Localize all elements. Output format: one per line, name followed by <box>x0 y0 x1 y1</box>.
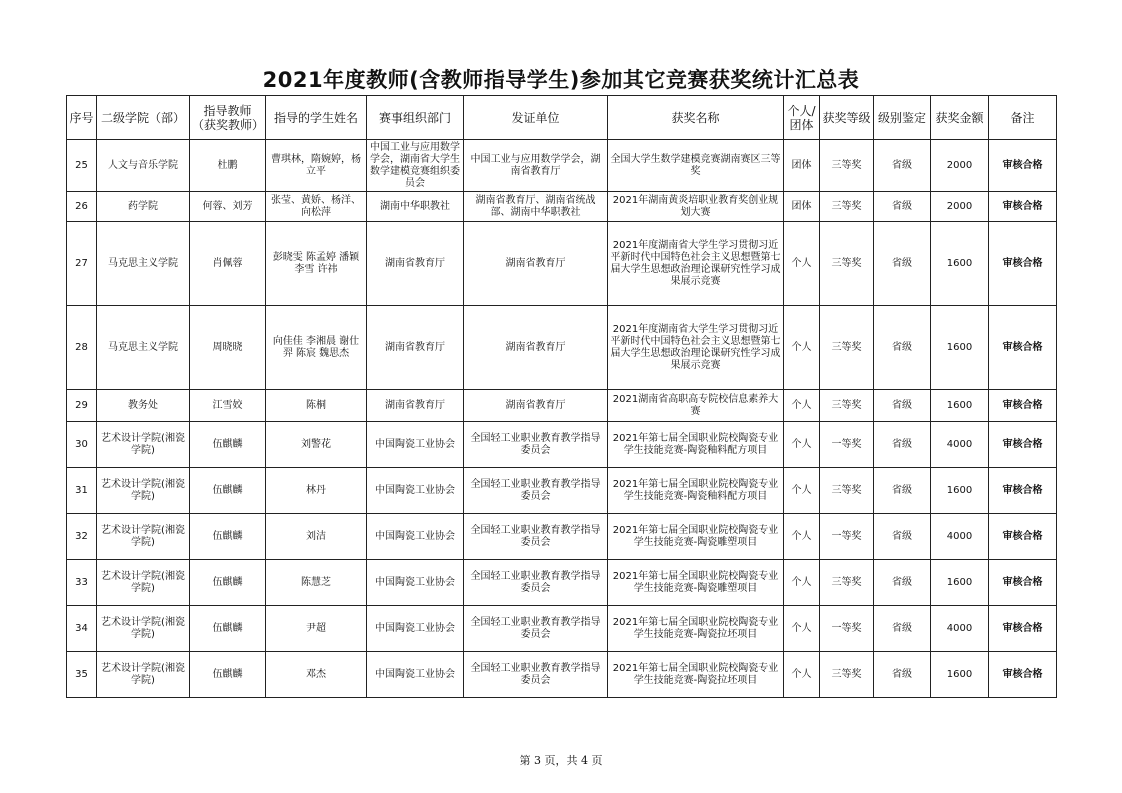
award-grade-cell: 三等奖 <box>820 652 874 698</box>
page-footer: 第 3 页，共 4 页 <box>519 754 603 767</box>
students-cell: 向佳佳 李湘晨 谢仕羿 陈宸 魏思杰 <box>266 306 367 390</box>
college-cell: 艺术设计学院(湘瓷学院) <box>97 560 190 606</box>
teacher-cell: 伍麒麟 <box>190 652 266 698</box>
table-header-row <box>67 96 1057 140</box>
teacher-cell: 伍麒麟 <box>190 468 266 514</box>
row-number: 28 <box>67 306 97 390</box>
organizer-cell: 中国陶瓷工业协会 <box>367 468 464 514</box>
award-grade-cell: 一等奖 <box>820 606 874 652</box>
table-row <box>67 560 1057 606</box>
amount-cell: 1600 <box>931 390 989 422</box>
header-issuer: 发证单位 <box>464 96 608 140</box>
table-row <box>67 468 1057 514</box>
table-body <box>67 140 1057 698</box>
organizer-cell: 湖南省教育厅 <box>367 306 464 390</box>
college-cell: 教务处 <box>97 390 190 422</box>
level-cell: 省级 <box>874 468 931 514</box>
table-row <box>67 606 1057 652</box>
issuer-cell: 湖南省教育厅 <box>464 390 608 422</box>
college-cell: 艺术设计学院(湘瓷学院) <box>97 514 190 560</box>
award-name-cell: 2021年第七届全国职业院校陶瓷专业学生技能竞赛-陶瓷拉坯项目 <box>608 652 784 698</box>
college-cell: 马克思主义学院 <box>97 306 190 390</box>
students-cell: 彭晓雯 陈孟婷 潘颖 李雪 许祎 <box>266 222 367 306</box>
award-name-cell: 2021年度湖南省大学生学习贯彻习近平新时代中国特色社会主义思想暨第七届大学生思想政治理论课研究性学习成果展示竞赛 <box>608 222 784 306</box>
participant-type-cell: 个人 <box>784 468 820 514</box>
students-cell: 曹琪林，隋婉婷，杨立平 <box>266 140 367 192</box>
issuer-cell: 湖南省教育厅、湖南省统战部、湖南中华职教社 <box>464 192 608 222</box>
participant-type-cell: 个人 <box>784 222 820 306</box>
header-college: 二级学院（部） <box>97 96 190 140</box>
row-number: 34 <box>67 606 97 652</box>
table-row <box>67 306 1057 390</box>
award-name-cell: 2021年湖南黄炎培职业教育奖创业规划大赛 <box>608 192 784 222</box>
remark-cell: 审核合格 <box>989 468 1057 514</box>
teacher-cell: 杜鹏 <box>190 140 266 192</box>
students-cell: 邓杰 <box>266 652 367 698</box>
amount-cell: 4000 <box>931 606 989 652</box>
teacher-cell: 何蓉、刘芳 <box>190 192 266 222</box>
award-grade-cell: 三等奖 <box>820 222 874 306</box>
level-cell: 省级 <box>874 606 931 652</box>
award-grade-cell: 三等奖 <box>820 468 874 514</box>
teacher-cell: 伍麒麟 <box>190 422 266 468</box>
level-cell: 省级 <box>874 306 931 390</box>
organizer-cell: 中国陶瓷工业协会 <box>367 560 464 606</box>
award-grade-cell: 一等奖 <box>820 422 874 468</box>
table-row <box>67 390 1057 422</box>
table-row <box>67 652 1057 698</box>
students-cell: 尹超 <box>266 606 367 652</box>
header-grade: 获奖等级 <box>820 96 874 140</box>
remark-cell: 审核合格 <box>989 140 1057 192</box>
award-grade-cell: 三等奖 <box>820 390 874 422</box>
college-cell: 人文与音乐学院 <box>97 140 190 192</box>
college-cell: 艺术设计学院(湘瓷学院) <box>97 468 190 514</box>
row-number: 35 <box>67 652 97 698</box>
issuer-cell: 全国轻工业职业教育教学指导委员会 <box>464 606 608 652</box>
remark-cell: 审核合格 <box>989 390 1057 422</box>
participant-type-cell: 团体 <box>784 192 820 222</box>
students-cell: 刘警花 <box>266 422 367 468</box>
row-number: 33 <box>67 560 97 606</box>
row-number: 30 <box>67 422 97 468</box>
organizer-cell: 中国工业与应用数学学会，湖南省大学生数学建模竞赛组织委员会 <box>367 140 464 192</box>
table-row <box>67 514 1057 560</box>
award-name-cell: 2021湖南省高职高专院校信息素养大赛 <box>608 390 784 422</box>
page-title: 2021年度教师(含教师指导学生)参加其它竞赛获奖统计汇总表 <box>262 68 860 92</box>
header-students: 指导的学生姓名 <box>266 96 367 140</box>
participant-type-cell: 个人 <box>784 306 820 390</box>
issuer-cell: 湖南省教育厅 <box>464 306 608 390</box>
table-row <box>67 422 1057 468</box>
organizer-cell: 中国陶瓷工业协会 <box>367 422 464 468</box>
organizer-cell: 湖南省教育厅 <box>367 390 464 422</box>
issuer-cell: 中国工业与应用数学学会，湖南省教育厅 <box>464 140 608 192</box>
participant-type-cell: 个人 <box>784 652 820 698</box>
amount-cell: 2000 <box>931 192 989 222</box>
amount-cell: 1600 <box>931 306 989 390</box>
participant-type-cell: 个人 <box>784 514 820 560</box>
remark-cell: 审核合格 <box>989 514 1057 560</box>
table-row <box>67 192 1057 222</box>
amount-cell: 1600 <box>931 222 989 306</box>
issuer-cell: 全国轻工业职业教育教学指导委员会 <box>464 468 608 514</box>
amount-cell: 1600 <box>931 560 989 606</box>
teacher-cell: 伍麒麟 <box>190 560 266 606</box>
row-number: 31 <box>67 468 97 514</box>
remark-cell: 审核合格 <box>989 560 1057 606</box>
college-cell: 药学院 <box>97 192 190 222</box>
table-row <box>67 140 1057 192</box>
header-organizer: 赛事组织部门 <box>367 96 464 140</box>
college-cell: 马克思主义学院 <box>97 222 190 306</box>
organizer-cell: 湖南中华职教社 <box>367 192 464 222</box>
level-cell: 省级 <box>874 390 931 422</box>
amount-cell: 4000 <box>931 514 989 560</box>
row-number: 27 <box>67 222 97 306</box>
level-cell: 省级 <box>874 140 931 192</box>
issuer-cell: 全国轻工业职业教育教学指导委员会 <box>464 422 608 468</box>
award-grade-cell: 三等奖 <box>820 140 874 192</box>
college-cell: 艺术设计学院(湘瓷学院) <box>97 422 190 468</box>
award-grade-cell: 三等奖 <box>820 192 874 222</box>
remark-cell: 审核合格 <box>989 222 1057 306</box>
award-name-cell: 2021年第七届全国职业院校陶瓷专业学生技能竞赛-陶瓷雕塑项目 <box>608 560 784 606</box>
remark-cell: 审核合格 <box>989 192 1057 222</box>
issuer-cell: 湖南省教育厅 <box>464 222 608 306</box>
college-cell: 艺术设计学院(湘瓷学院) <box>97 606 190 652</box>
level-cell: 省级 <box>874 514 931 560</box>
college-cell: 艺术设计学院(湘瓷学院) <box>97 652 190 698</box>
award-grade-cell: 三等奖 <box>820 306 874 390</box>
header-teacher: 指导教师（获奖教师） <box>190 96 266 140</box>
header-type: 个人/团体 <box>784 96 820 140</box>
teacher-cell: 周晓晓 <box>190 306 266 390</box>
award-grade-cell: 一等奖 <box>820 514 874 560</box>
participant-type-cell: 团体 <box>784 140 820 192</box>
students-cell: 刘洁 <box>266 514 367 560</box>
issuer-cell: 全国轻工业职业教育教学指导委员会 <box>464 560 608 606</box>
teacher-cell: 伍麒麟 <box>190 514 266 560</box>
remark-cell: 审核合格 <box>989 422 1057 468</box>
award-name-cell: 2021年度湖南省大学生学习贯彻习近平新时代中国特色社会主义思想暨第七届大学生思想政治理论课研究性学习成果展示竞赛 <box>608 306 784 390</box>
teacher-cell: 江雪姣 <box>190 390 266 422</box>
amount-cell: 1600 <box>931 652 989 698</box>
participant-type-cell: 个人 <box>784 390 820 422</box>
award-name-cell: 2021年第七届全国职业院校陶瓷专业学生技能竞赛-陶瓷釉料配方项目 <box>608 422 784 468</box>
row-number: 29 <box>67 390 97 422</box>
header-level: 级别鉴定 <box>874 96 931 140</box>
row-number: 25 <box>67 140 97 192</box>
students-cell: 林丹 <box>266 468 367 514</box>
row-number: 32 <box>67 514 97 560</box>
remark-cell: 审核合格 <box>989 606 1057 652</box>
award-grade-cell: 三等奖 <box>820 560 874 606</box>
awards-table <box>66 95 1057 698</box>
organizer-cell: 中国陶瓷工业协会 <box>367 606 464 652</box>
level-cell: 省级 <box>874 192 931 222</box>
header-award: 获奖名称 <box>608 96 784 140</box>
table-row <box>67 222 1057 306</box>
teacher-cell: 伍麒麟 <box>190 606 266 652</box>
award-name-cell: 2021年第七届全国职业院校陶瓷专业学生技能竞赛-陶瓷拉坯项目 <box>608 606 784 652</box>
participant-type-cell: 个人 <box>784 560 820 606</box>
row-number: 26 <box>67 192 97 222</box>
students-cell: 陈慧芝 <box>266 560 367 606</box>
award-name-cell: 全国大学生数学建模竞赛湖南赛区三等奖 <box>608 140 784 192</box>
students-cell: 陈桐 <box>266 390 367 422</box>
level-cell: 省级 <box>874 560 931 606</box>
remark-cell: 审核合格 <box>989 306 1057 390</box>
amount-cell: 1600 <box>931 468 989 514</box>
remark-cell: 审核合格 <box>989 652 1057 698</box>
header-no: 序号 <box>67 96 97 140</box>
participant-type-cell: 个人 <box>784 422 820 468</box>
award-name-cell: 2021年第七届全国职业院校陶瓷专业学生技能竞赛-陶瓷釉料配方项目 <box>608 468 784 514</box>
teacher-cell: 肖佩蓉 <box>190 222 266 306</box>
header-amount: 获奖金额 <box>931 96 989 140</box>
participant-type-cell: 个人 <box>784 606 820 652</box>
issuer-cell: 全国轻工业职业教育教学指导委员会 <box>464 652 608 698</box>
organizer-cell: 湖南省教育厅 <box>367 222 464 306</box>
students-cell: 张莹、黄娇、杨洋、向松萍 <box>266 192 367 222</box>
award-name-cell: 2021年第七届全国职业院校陶瓷专业学生技能竞赛-陶瓷雕塑项目 <box>608 514 784 560</box>
level-cell: 省级 <box>874 652 931 698</box>
amount-cell: 2000 <box>931 140 989 192</box>
level-cell: 省级 <box>874 222 931 306</box>
organizer-cell: 中国陶瓷工业协会 <box>367 514 464 560</box>
header-remark: 备注 <box>989 96 1057 140</box>
issuer-cell: 全国轻工业职业教育教学指导委员会 <box>464 514 608 560</box>
organizer-cell: 中国陶瓷工业协会 <box>367 652 464 698</box>
level-cell: 省级 <box>874 422 931 468</box>
amount-cell: 4000 <box>931 422 989 468</box>
